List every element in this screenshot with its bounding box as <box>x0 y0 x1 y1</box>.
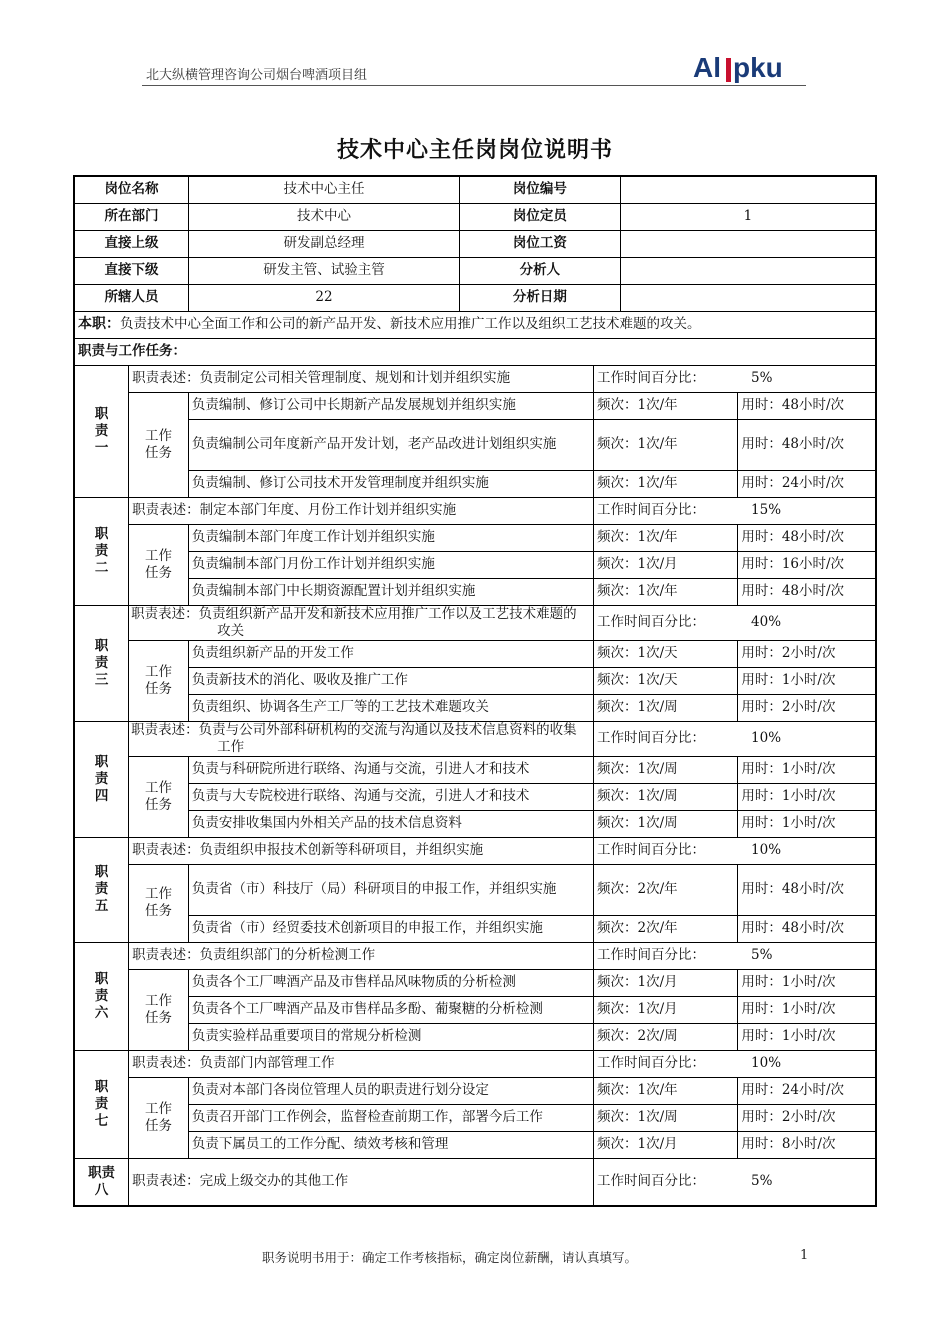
duty-summary-text: 负责技术中心全面工作和公司的新产品开发、新技术应用推广工作以及组织工艺技术难题的攻关。 <box>120 316 701 332</box>
pct-value: 10% <box>751 1055 782 1071</box>
duty-statement: 职责表述：负责组织部门的分析检测工作 <box>129 942 594 969</box>
pct-label: 工作时间百分比： <box>597 1055 706 1071</box>
task-description: 负责与大专院校进行联络、沟通与交流，引进人才和技术 <box>188 783 593 810</box>
duty-percentage <box>594 605 876 640</box>
task-time: 用时：1小时/次 <box>738 756 876 783</box>
task-time: 用时：8小时/次 <box>738 1131 876 1158</box>
task-description: 负责实验样品重要项目的常规分析检测 <box>188 1023 593 1050</box>
info-row <box>74 284 876 311</box>
duty-summary-row <box>74 311 876 338</box>
info-value: 22 <box>188 284 459 311</box>
duty-summary-label: 本职： <box>78 316 120 332</box>
task-description: 负责省（市）科技厅（局）科研项目的申报工作，并组织实施 <box>188 864 593 915</box>
task-label: 工作 任务 <box>129 640 189 721</box>
pct-label: 工作时间百分比： <box>597 947 706 963</box>
task-row <box>74 1023 876 1050</box>
info-value <box>620 284 876 311</box>
pct-label: 工作时间百分比： <box>597 370 706 386</box>
duty-percentage <box>594 942 876 969</box>
header-org: 北大纵横管理咨询公司烟台啤酒项目组 <box>146 68 368 83</box>
allpku-logo <box>693 50 805 86</box>
task-frequency: 频次：1次/天 <box>594 667 738 694</box>
task-frequency: 频次：1次/周 <box>594 694 738 721</box>
info-label: 岗位定员 <box>460 203 621 230</box>
task-time: 用时：48小时/次 <box>738 578 876 605</box>
task-row <box>74 756 876 783</box>
duty-name: 职 责 三 <box>74 605 129 721</box>
duty-statement-row <box>74 1158 876 1206</box>
info-value <box>620 257 876 284</box>
duty-statement-row <box>74 1050 876 1077</box>
duty-name: 职责 八 <box>74 1158 129 1206</box>
task-row <box>74 915 876 942</box>
task-description: 负责下属员工的工作分配、绩效考核和管理 <box>188 1131 593 1158</box>
task-label: 工作 任务 <box>129 969 189 1050</box>
duty-name: 职 责 四 <box>74 721 129 837</box>
task-description: 负责安排收集国内外相关产品的技术信息资料 <box>188 810 593 837</box>
info-value <box>620 176 876 203</box>
task-label: 工作 任务 <box>129 1077 189 1158</box>
pct-label: 工作时间百分比： <box>597 842 706 858</box>
svg-text:pku: pku <box>733 52 783 83</box>
pct-value: 10% <box>751 842 782 858</box>
task-row <box>74 1077 876 1104</box>
task-description: 负责编制本部门年度工作计划并组织实施 <box>188 524 593 551</box>
task-frequency: 频次：1次/年 <box>594 1077 738 1104</box>
duty-name: 职 责 一 <box>74 365 129 497</box>
duty-percentage <box>594 497 876 524</box>
task-row <box>74 810 876 837</box>
duty-statement: 职责表述：制定本部门年度、月份工作计划并组织实施 <box>129 497 594 524</box>
task-frequency: 频次：1次/天 <box>594 640 738 667</box>
task-frequency: 频次：1次/年 <box>594 524 738 551</box>
task-time: 用时：1小时/次 <box>738 1023 876 1050</box>
task-time: 用时：48小时/次 <box>738 392 876 419</box>
duty-statement-row <box>74 721 876 756</box>
task-frequency: 频次：1次/月 <box>594 996 738 1023</box>
task-time: 用时：1小时/次 <box>738 810 876 837</box>
task-description: 负责组织新产品的开发工作 <box>188 640 593 667</box>
info-value: 技术中心 <box>188 203 459 230</box>
pct-value: 5% <box>751 947 773 963</box>
info-label: 分析人 <box>460 257 621 284</box>
task-frequency: 频次：1次/月 <box>594 969 738 996</box>
page-number: 1 <box>800 1248 809 1263</box>
task-description: 负责编制本部门月份工作计划并组织实施 <box>188 551 593 578</box>
pct-value: 5% <box>751 1173 773 1190</box>
pct-label: 工作时间百分比： <box>597 730 706 746</box>
task-time: 用时：2小时/次 <box>738 694 876 721</box>
duty-statement: 职责表述：完成上级交办的其他工作 <box>129 1158 594 1206</box>
info-value: 1 <box>620 203 876 230</box>
task-time: 用时：48小时/次 <box>738 419 876 470</box>
task-frequency: 频次：2次/年 <box>594 864 738 915</box>
info-label: 所辖人员 <box>74 284 188 311</box>
pct-value: 15% <box>751 502 782 518</box>
task-row <box>74 969 876 996</box>
duty-statement: 职责表述：负责制定公司相关管理制度、规划和计划并组织实施 <box>129 365 594 392</box>
task-description: 负责对本部门各岗位管理人员的职责进行划分设定 <box>188 1077 593 1104</box>
task-description: 负责与科研院所进行联络、沟通与交流，引进人才和技术 <box>188 756 593 783</box>
task-description: 负责召开部门工作例会，监督检查前期工作，部署今后工作 <box>188 1104 593 1131</box>
task-row <box>74 667 876 694</box>
duty-name: 职 责 五 <box>74 837 129 942</box>
duty-percentage <box>594 1158 876 1206</box>
task-description: 负责省（市）经贸委技术创新项目的申报工作，并组织实施 <box>188 915 593 942</box>
duty-name: 职 责 六 <box>74 942 129 1050</box>
info-label: 所在部门 <box>74 203 188 230</box>
duty-statement: 职责表述：负责部门内部管理工作 <box>129 1050 594 1077</box>
task-time: 用时：1小时/次 <box>738 996 876 1023</box>
task-frequency: 频次：1次/周 <box>594 810 738 837</box>
task-frequency: 频次：1次/年 <box>594 392 738 419</box>
duty-summary <box>74 311 876 338</box>
task-label: 工作 任务 <box>129 392 189 497</box>
task-time: 用时：1小时/次 <box>738 783 876 810</box>
task-label: 工作 任务 <box>129 524 189 605</box>
task-row <box>74 578 876 605</box>
task-row <box>74 470 876 497</box>
task-time: 用时：48小时/次 <box>738 864 876 915</box>
info-value <box>620 230 876 257</box>
info-row <box>74 230 876 257</box>
task-time: 用时：24小时/次 <box>738 470 876 497</box>
task-row <box>74 996 876 1023</box>
pct-label: 工作时间百分比： <box>597 614 706 630</box>
task-row <box>74 551 876 578</box>
task-time: 用时：2小时/次 <box>738 640 876 667</box>
info-value: 研发副总经理 <box>188 230 459 257</box>
task-frequency: 频次：1次/年 <box>594 578 738 605</box>
duty-statement-row <box>74 497 876 524</box>
task-description: 负责组织、协调各生产工厂等的工艺技术难题攻关 <box>188 694 593 721</box>
duty-percentage <box>594 365 876 392</box>
duties-heading-row <box>74 338 876 365</box>
task-description: 负责各个工厂啤酒产品及市售样品风味物质的分析检测 <box>188 969 593 996</box>
task-frequency: 频次：1次/周 <box>594 756 738 783</box>
task-frequency: 频次：1次/月 <box>594 551 738 578</box>
pct-value: 10% <box>751 730 782 746</box>
duty-name: 职 责 二 <box>74 497 129 605</box>
task-description: 负责编制公司年度新产品开发计划，老产品改进计划组织实施 <box>188 419 593 470</box>
task-row <box>74 864 876 915</box>
task-frequency: 频次：2次/年 <box>594 915 738 942</box>
task-frequency: 频次：1次/月 <box>594 1131 738 1158</box>
task-label: 工作 任务 <box>129 756 189 837</box>
document-title: 技术中心主任岗岗位说明书 <box>336 138 613 163</box>
pct-label: 工作时间百分比： <box>597 502 706 518</box>
pct-value: 5% <box>751 370 773 386</box>
task-frequency: 频次：1次/年 <box>594 419 738 470</box>
info-row <box>74 176 876 203</box>
task-row <box>74 640 876 667</box>
task-description: 负责新技术的消化、吸收及推广工作 <box>188 667 593 694</box>
duty-statement-row <box>74 605 876 640</box>
duty-percentage <box>594 1050 876 1077</box>
info-value: 技术中心主任 <box>188 176 459 203</box>
pct-label: 工作时间百分比： <box>597 1173 706 1190</box>
task-description: 负责编制、修订公司中长期新产品发展规划并组织实施 <box>188 392 593 419</box>
info-row <box>74 203 876 230</box>
info-label: 直接下级 <box>74 257 188 284</box>
info-row <box>74 257 876 284</box>
duty-statement-row <box>74 365 876 392</box>
duty-statement-row <box>74 942 876 969</box>
pct-value: 40% <box>751 614 782 630</box>
info-label: 分析日期 <box>460 284 621 311</box>
task-time: 用时：48小时/次 <box>738 915 876 942</box>
task-row <box>74 694 876 721</box>
info-label: 岗位名称 <box>74 176 188 203</box>
task-time: 用时：1小时/次 <box>738 667 876 694</box>
duty-percentage <box>594 721 876 756</box>
job-description-table <box>73 175 877 1207</box>
task-description: 负责编制本部门中长期资源配置计划并组织实施 <box>188 578 593 605</box>
svg-text:Al: Al <box>693 52 721 83</box>
task-frequency: 频次：1次/周 <box>594 1104 738 1131</box>
task-row <box>74 524 876 551</box>
task-time: 用时：48小时/次 <box>738 524 876 551</box>
task-row <box>74 783 876 810</box>
task-label: 工作 任务 <box>129 864 189 942</box>
duty-statement: 职责表述：负责组织新产品开发和新技术应用推广工作以及工艺技术难题的攻关 <box>129 605 594 640</box>
task-row <box>74 1131 876 1158</box>
info-label: 直接上级 <box>74 230 188 257</box>
task-row <box>74 392 876 419</box>
info-label: 岗位编号 <box>460 176 621 203</box>
task-description: 负责各个工厂啤酒产品及市售样品多酚、葡聚糖的分析检测 <box>188 996 593 1023</box>
duty-statement: 职责表述：负责组织申报技术创新等科研项目，并组织实施 <box>129 837 594 864</box>
task-frequency: 频次：2次/周 <box>594 1023 738 1050</box>
duties-heading: 职责与工作任务： <box>74 338 876 365</box>
task-row <box>74 419 876 470</box>
task-description: 负责编制、修订公司技术开发管理制度并组织实施 <box>188 470 593 497</box>
task-time: 用时：24小时/次 <box>738 1077 876 1104</box>
info-label: 岗位工资 <box>460 230 621 257</box>
footer-note: 职务说明书用于：确定工作考核指标，确定岗位薪酬，请认真填写。 <box>262 1250 638 1265</box>
info-value: 研发主管、试验主管 <box>188 257 459 284</box>
task-time: 用时：2小时/次 <box>738 1104 876 1131</box>
task-time: 用时：1小时/次 <box>738 969 876 996</box>
task-frequency: 频次：1次/年 <box>594 470 738 497</box>
duty-statement-row <box>74 837 876 864</box>
task-time: 用时：16小时/次 <box>738 551 876 578</box>
task-row <box>74 1104 876 1131</box>
duty-percentage <box>594 837 876 864</box>
duty-name: 职 责 七 <box>74 1050 129 1158</box>
task-frequency: 频次：1次/周 <box>594 783 738 810</box>
duty-statement: 职责表述：负责与公司外部科研机构的交流与沟通以及技术信息资料的收集工作 <box>129 721 594 756</box>
